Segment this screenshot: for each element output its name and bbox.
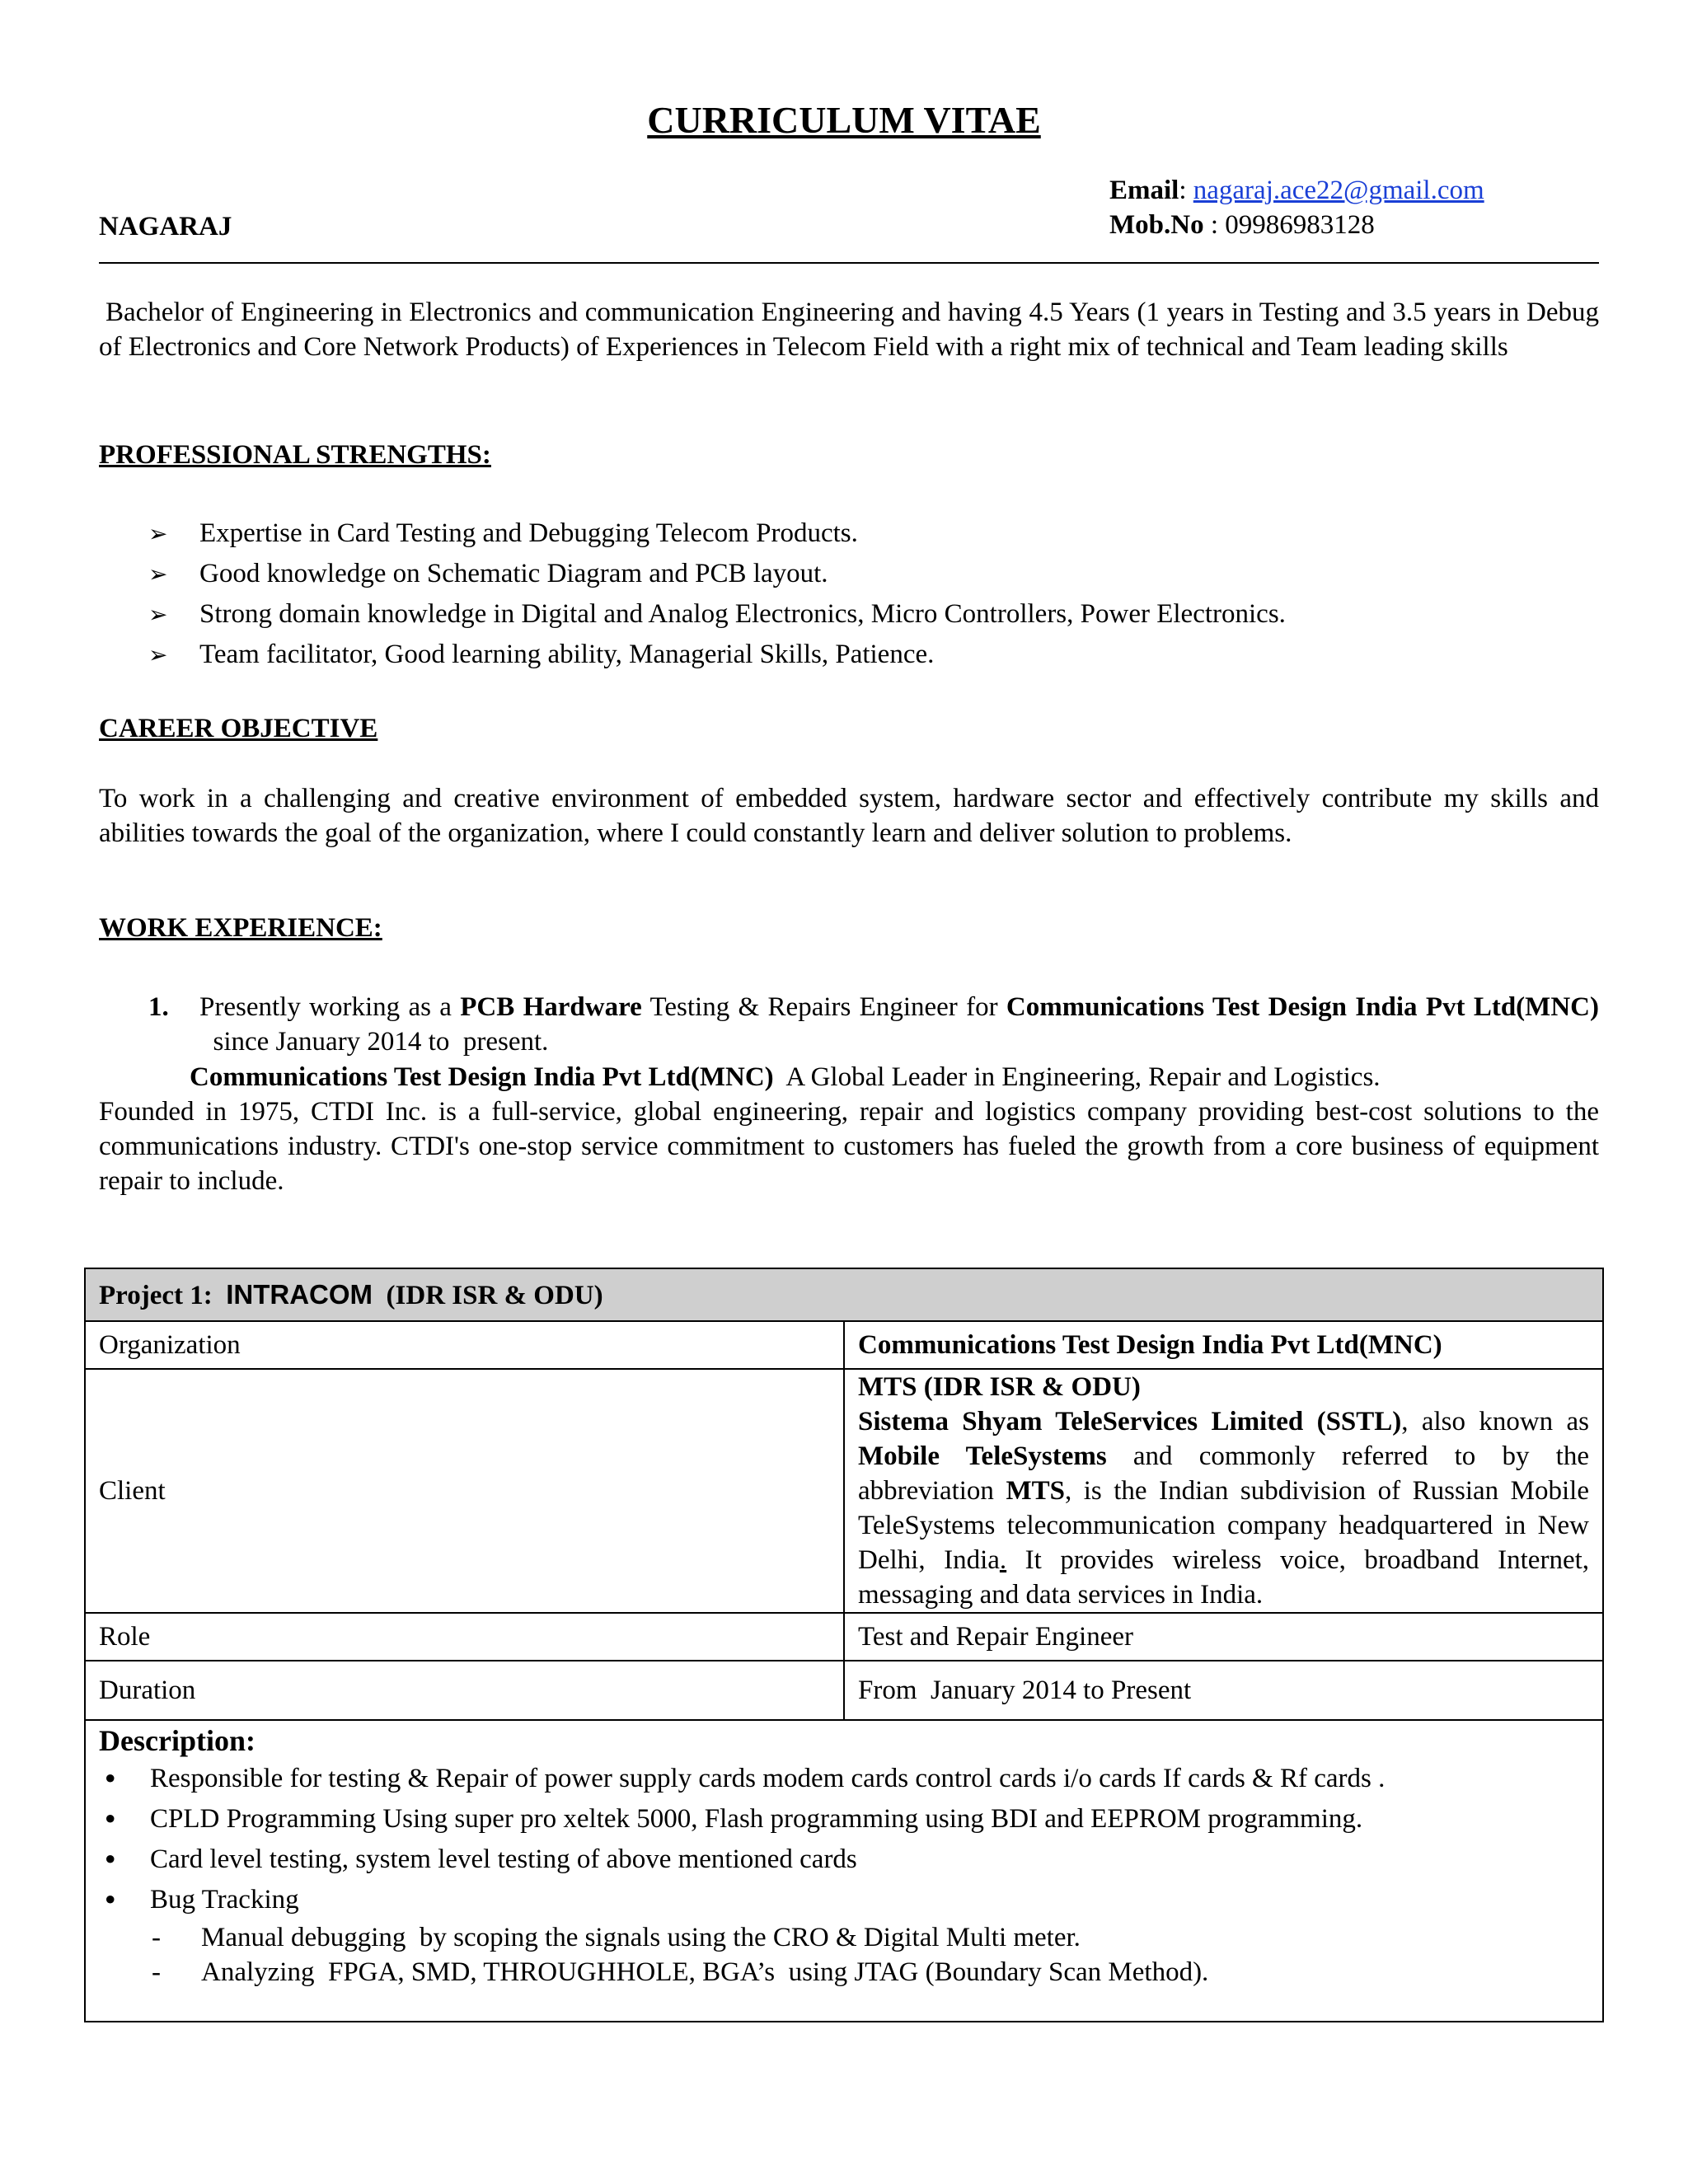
- description-subitem: - Analyzing FPGA, SMD, THROUGHHOLE, BGA’s using JTAG (Boundary Scan Method).: [99, 1955, 1589, 1990]
- description-bullet: • Bug Tracking: [99, 1880, 1589, 1920]
- arrow-bullet-icon: ➢: [148, 520, 168, 547]
- email-label: Email: [1109, 176, 1179, 205]
- mobile-label: Mob.No: [1109, 210, 1204, 240]
- company-description: [99, 1060, 1599, 1198]
- client-value: MTS (IDR ISR & ODU) Sistema Shyam TeleServices Limited (SSTL), also known as Mobile TeleSystems and commonly referred to by the abbreviation MTS, is the Indian subdivision of Russian Mobile TeleSystems telecommunication company headquartered in New Delhi, India. It provides wireless voice, broadband Internet, messaging and data services in India.: [844, 1369, 1603, 1613]
- strength-item: ➢ Expertise in Card Testing and Debugging Telecom Products.: [99, 513, 1599, 554]
- organization-row: [85, 1321, 1603, 1369]
- strengths-list: [99, 513, 1599, 675]
- description-bullet: • Card level testing, system level testing of above mentioned cards: [99, 1840, 1589, 1880]
- project-title-cell: Project 1: INTRACOM (IDR ISR & ODU): [85, 1268, 1603, 1321]
- header-divider: [99, 262, 1599, 264]
- project-table: [84, 1268, 1604, 2022]
- company-tagline: A Global Leader in Engineering, Repair and Logistics.: [773, 1062, 1381, 1092]
- strength-item: ➢ Good knowledge on Schematic Diagram and PCB layout.: [99, 554, 1599, 594]
- strengths-heading: PROFESSIONAL STRENGTHS:: [99, 440, 491, 470]
- work-item-number: 1.: [148, 992, 169, 1022]
- organization-label: Organization: [85, 1321, 844, 1369]
- role-value: Test and Repair Engineer: [844, 1613, 1603, 1661]
- work-item-text: Presently working as a PCB Hardware Testing & Repairs Engineer for Communications Test Design India Pvt Ltd(MNC) since January 2014 to present.: [199, 992, 1599, 1057]
- description-cell: [85, 1720, 1603, 2022]
- description-bullets: [99, 1759, 1589, 1920]
- contact-block: [1109, 173, 1637, 242]
- project-name: INTRACOM: [226, 1278, 373, 1310]
- duration-label: Duration: [85, 1661, 844, 1720]
- document-title: CURRICULUM VITAE: [647, 99, 1041, 141]
- company-details: Founded in 1975, CTDI Inc. is a full-service, global engineering, repair and logistics company providing best-cost solutions to the communications industry. CTDI's one-stop service commitment to customers has fueled the growth from a core business of equipment repair to include.: [99, 1097, 1599, 1196]
- organization-value: Communications Test Design India Pvt Ltd(MNC): [844, 1321, 1603, 1369]
- strength-item: ➢ Strong domain knowledge in Digital and Analog Electronics, Micro Controllers, Power Electronics.: [99, 594, 1599, 635]
- mobile-row: Mob.No : 09986983128: [1109, 210, 1375, 240]
- email-link[interactable]: nagaraj.ace22@gmail.com: [1193, 176, 1484, 205]
- client-row: [85, 1369, 1603, 1613]
- description-heading: Description:: [99, 1724, 256, 1757]
- work-item-1: [148, 990, 1599, 1059]
- candidate-name: NAGARAJ: [99, 212, 232, 241]
- work-heading: WORK EXPERIENCE:: [99, 913, 382, 943]
- arrow-bullet-icon: ➢: [148, 641, 168, 668]
- role-row: [85, 1613, 1603, 1661]
- strength-item: ➢ Team facilitator, Good learning ability, Managerial Skills, Patience.: [99, 635, 1599, 675]
- mobile-number: 09986983128: [1225, 210, 1375, 240]
- client-label: Client: [85, 1369, 844, 1613]
- description-bullet: • Responsible for testing & Repair of power supply cards modem cards control cards i/o cards If cards & Rf cards .: [99, 1759, 1589, 1799]
- duration-value: From January 2014 to Present: [844, 1661, 1603, 1720]
- objective-heading: CAREER OBJECTIVE: [99, 714, 378, 743]
- objective-paragraph: To work in a challenging and creative environment of embedded system, hardware sector and effectively contribute my skills and abilities towards the goal of the organization, where I could constantly learn and deliver solution to problems.: [99, 784, 1599, 848]
- description-row: [85, 1720, 1603, 2022]
- project-title-row: [85, 1268, 1603, 1321]
- description-subitem: - Manual debugging by scoping the signals using the CRO & Digital Multi meter.: [99, 1920, 1589, 1955]
- arrow-bullet-icon: ➢: [148, 560, 168, 588]
- bug-tracking-subitems: [99, 1920, 1589, 1990]
- role-label: Role: [85, 1613, 844, 1661]
- company-name: Communications Test Design India Pvt Ltd(MNC): [190, 1062, 774, 1092]
- description-bullet: • CPLD Programming Using super pro xeltek 5000, Flash programming using BDI and EEPROM programming.: [99, 1799, 1589, 1840]
- email-row: Email: nagaraj.ace22@gmail.com: [1109, 176, 1484, 205]
- summary-paragraph: Bachelor of Engineering in Electronics and communication Engineering and having 4.5 Years (1 years in Testing and 3.5 years in Debug of Electronics and Core Network Products) of Experiences in Telecom Field with a right mix of technical and Team leading skills: [99, 298, 1599, 362]
- arrow-bullet-icon: ➢: [148, 601, 168, 628]
- duration-row: [85, 1661, 1603, 1720]
